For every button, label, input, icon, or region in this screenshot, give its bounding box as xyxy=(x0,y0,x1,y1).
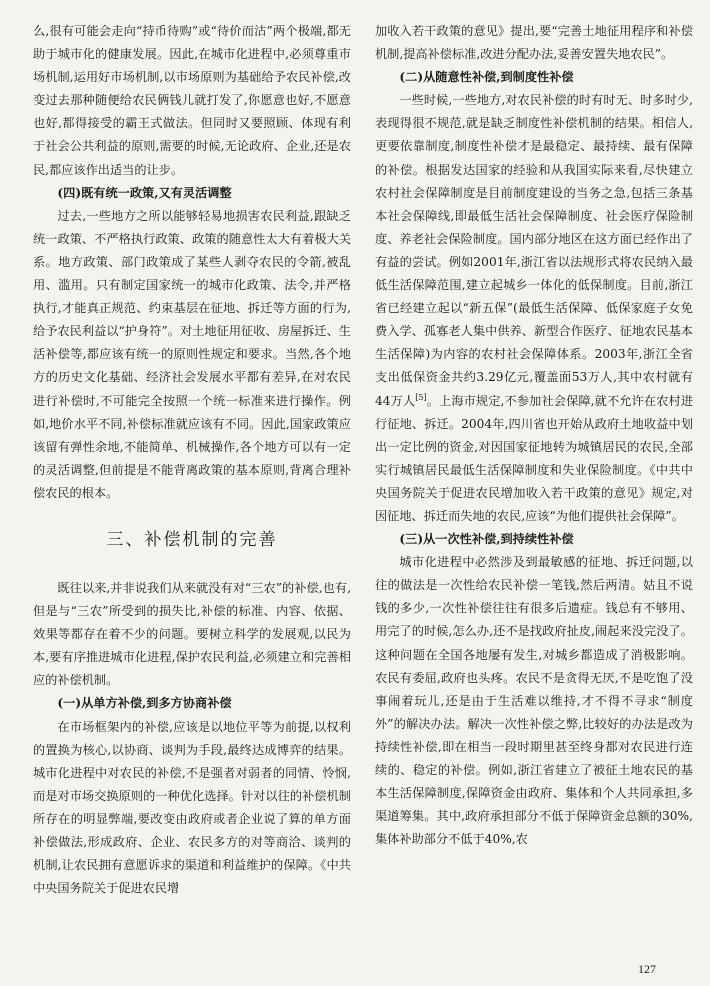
right-column xyxy=(375,20,693,851)
paragraph xyxy=(375,89,693,528)
page-number: 127 xyxy=(638,962,656,976)
subsection-heading-4: (四)既有统一政策,又有灵活调整 xyxy=(57,185,232,200)
paragraph-text: 一些时候,一些地方,对农民补偿的时有时无、时多时少,表现得很不规范,就是缺乏制度性补偿机制的结果。相信人,更要依靠制度,制度性补偿才是最稳定、最持续、最有保障的补偿。根据发达国家的经验和从我国实际来看,尽快建立农村社会保障制度是目前制度建设的当务之急,包括三条基本社会保障线,即最低生活社会保障制度、社会医疗保险制度、养老社会保险制度。国内部分地区在这方面已经作出了有益的尝试。例如2001年,浙江省以法规形式将农民纳入最低生活保障范围,建立起城乡一体化的低保制度。目前,浙江省已经建立起以“新五保”(最低生活保障、低保家庭子女免费入学、孤寡老人集中供养、新型合作医疗、征地农民基本生活保障)为内容的农村社会保障体系。2003年,浙江全省支出低保资金共约3.29亿元,覆盖面53万人,其中农村就有44万人 xyxy=(375,93,693,408)
paragraph: 既往以来,并非说我们从来就没有对“三农”的补偿,也有,但是与“三农”所受到的损失比,补偿的标准、内容、依据、效果等都存在着不少的问题。要树立科学的发展观,以民为本,要有序推进城市化进程,保护农民利益,必须建立和完善相应的补偿机制。 xyxy=(33,580,351,688)
paragraph: 在市场框架内的补偿,应该是以地位平等为前提,以权利的置换为核心,以协商、谈判为手段,最终达成博弈的结果。城市化进程中对农民的补偿,不是强者对弱者的同情、怜悯,而是对市场交换原则的一种优化选择。针对以往的补偿机制所存在的明显弊端,要改变由政府或者企业说了算的单方面补偿做法,形成政府、企业、农民多方的对等商洽、谈判的机制,让农民拥有意愿诉求的渠道和利益维护的保障。《中共中央国务院关于促进农民增 xyxy=(33,719,351,896)
citation-ref: [5] xyxy=(415,392,427,402)
paragraph: 城市化进程中必然涉及到最敏感的征地、拆迁问题,以往的做法是一次性给农民补偿一笔钱,然后两清。姑且不说钱的多少,一次性补偿往往有很多后遗症。钱总有不够用、用完了的时候,怎么办,还不是找政府扯皮,闹起来没完没了。这种问题在全国各地屡有发生,对城乡都造成了消极影响。农民有委屈,政府也头疼。农民不是贪得无厌,不是吃饱了没事闹着玩儿,还是由于生活难以维持,才不得不寻求“制度外”的解决办法。解决一次性补偿之弊,比较好的办法是改为持续性补偿,即在相当一段时期里甚至终身都对农民进行连续的、稳定的补偿。例如,浙江省建立了被征土地农民的基本生活保障制度,保障资金由政府、集体和个人共同承担,多渠道筹集。其中,政府承担部分不低于保障资金总额的30%,集体补助部分不低于40%,农 xyxy=(375,555,693,847)
subsection-heading-3: (三)从一次性补偿,到持续性补偿 xyxy=(399,532,574,547)
subsection-heading-1: (一)从单方补偿,到多方协商补偿 xyxy=(57,696,232,711)
section-heading: 三、补偿机制的完善 xyxy=(106,529,278,550)
paragraph: 加收入若干政策的意见》提出,要“完善土地征用程序和补偿机制,提高补偿标准,改进分配办法,妥善安置失地农民”。 xyxy=(375,24,693,62)
paragraph: 么,很有可能会走向“持币待购”或“待价而沽”两个极端,都无助于城市化的健康发展。因此,在城市化进程中,必须尊重市场机制,运用好市场机制,以市场原则为基础给予农民补偿,改变过去那种随便给农民俩钱儿就打发了,你愿意也好,不愿意也好,都得接受的霸王式做法。但同时又要照顾、体现有利于社会公共利益的原则,需要的时候,无论政府、企业,还是农民,都应该作出适当的让步。 xyxy=(33,24,351,177)
paragraph-text: 。上海市规定,不参加社会保障,就不允许在农村进行征地、拆迁。2004年,四川省也开始从政府土地收益中划出一定比例的资金,对因国家征地转为城镇居民的农民,全部实行城镇居民最低生活保障制度和失业保险制度。《中共中央国务院关于促进农民增加收入若干政策的意见》规定,对因征地、拆迁而失地的农民,应该“为他们提供社会保障”。 xyxy=(375,393,694,523)
paragraph: 过去,一些地方之所以能够轻易地损害农民利益,跟缺乏统一政策、不严格执行政策、政策的随意性太大有着极大关系。地方政策、部门政策成了某些人剥夺农民的令箭,被乱用、滥用。只有制定国家统一的城市化政策、法令,并严格执行,才能真正规范、约束基层在征地、拆迁等方面的行为,给予农民利益以“护身符”。对土地征用征收、房屋拆迁、生活补偿等,都应该有统一的原则性规定和要求。当然,各个地方的历史文化基础、经济社会发展水平都有差异,在对农民进行补偿时,不可能完全按照一个统一标准来进行操作。例如,地价水平不同,补偿标准就应该有不同。因此,国家政策应该留有弹性余地,不能简单、机械操作,各个地方可以有一定的灵活调整,但前提是不能背离政策的基本原则,背离合理补偿农民的根本。 xyxy=(33,208,351,500)
subsection-heading-2: (二)从随意性补偿,到制度性补偿 xyxy=(399,70,574,85)
left-column xyxy=(33,20,351,900)
